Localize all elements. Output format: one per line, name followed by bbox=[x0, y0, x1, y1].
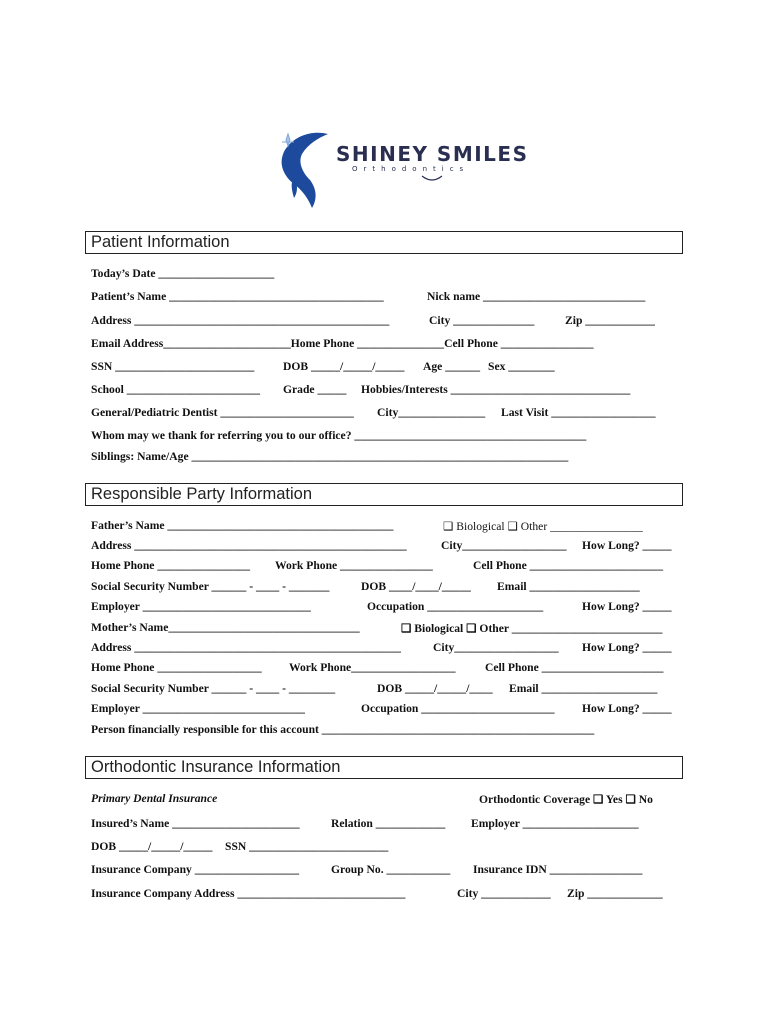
mother-ssn-field[interactable]: Social Security Number ______ - ____ - ________ bbox=[91, 682, 336, 695]
insurance-header bbox=[85, 756, 683, 779]
sex-field[interactable]: Sex ________ bbox=[488, 360, 555, 373]
mother-type-checkboxes[interactable]: ❑ Biological ❑ Other __________________________ bbox=[401, 622, 663, 635]
father-address-field[interactable]: Address _______________________________________________ bbox=[91, 539, 407, 552]
dentist-field[interactable]: General/Pediatric Dentist _______________________ bbox=[91, 406, 354, 419]
nick-name-field[interactable]: Nick name ____________________________ bbox=[427, 290, 646, 303]
mother-howlong2-field[interactable]: How Long? _____ bbox=[582, 702, 672, 715]
form-row-referral bbox=[91, 429, 681, 445]
mother-occupation-field[interactable]: Occupation _______________________ bbox=[361, 702, 555, 715]
father-name-field[interactable]: Father’s Name _______________________________________ bbox=[91, 519, 394, 532]
father-cell-phone-field[interactable]: Cell Phone _______________________ bbox=[473, 559, 664, 572]
form-row-father bbox=[91, 519, 681, 535]
father-howlong2-field[interactable]: How Long? _____ bbox=[582, 600, 672, 613]
form-row-siblings bbox=[91, 450, 681, 466]
form-row-email bbox=[91, 337, 681, 353]
mother-home-phone-field[interactable]: Home Phone __________________ bbox=[91, 661, 262, 674]
form-row-mother-ssn bbox=[91, 682, 681, 698]
form-row-insured bbox=[91, 817, 681, 833]
ssn-field[interactable]: SSN ________________________ bbox=[91, 360, 255, 373]
brand-tagline: Orthodontics bbox=[352, 165, 470, 173]
section-title: Orthodontic Insurance Information bbox=[91, 758, 341, 776]
father-email-field[interactable]: Email ___________________ bbox=[497, 580, 640, 593]
insurance-city-field[interactable]: City ____________ bbox=[457, 887, 551, 900]
todays-date-field[interactable]: Today’s Date ____________________ bbox=[91, 267, 275, 280]
form-row-father-employer bbox=[91, 600, 681, 616]
mother-dob-field[interactable]: DOB _____/_____/____ bbox=[377, 682, 493, 695]
form-row-father-ssn bbox=[91, 580, 681, 596]
mother-email-field[interactable]: Email ____________________ bbox=[509, 682, 658, 695]
responsible-party-header bbox=[85, 483, 683, 506]
last-visit-field[interactable]: Last Visit __________________ bbox=[501, 406, 656, 419]
insurance-zip-field[interactable]: Zip _____________ bbox=[567, 887, 663, 900]
city-field[interactable]: City ______________ bbox=[429, 314, 535, 327]
form-row-company bbox=[91, 863, 681, 879]
dob-field[interactable]: DOB _____/_____/_____ bbox=[283, 360, 405, 373]
insurance-idn-field[interactable]: Insurance IDN ________________ bbox=[473, 863, 643, 876]
form-row-dentist bbox=[91, 406, 681, 422]
ortho-coverage-checkboxes[interactable]: Orthodontic Coverage ❑ Yes ❑ No bbox=[479, 793, 653, 806]
mother-name-field[interactable]: Mother’s Name_________________________________ bbox=[91, 621, 360, 634]
form-row-date bbox=[91, 267, 681, 283]
zip-field[interactable]: Zip ____________ bbox=[565, 314, 655, 327]
mother-employer-field[interactable]: Employer ____________________________ bbox=[91, 702, 305, 715]
father-occupation-field[interactable]: Occupation ____________________ bbox=[367, 600, 544, 613]
primary-insurance-label: Primary Dental Insurance bbox=[91, 792, 218, 805]
patient-information-header bbox=[85, 231, 683, 254]
dentist-city-field[interactable]: City_______________ bbox=[377, 406, 486, 419]
form-row-mother-phone bbox=[91, 661, 681, 677]
form-row-name bbox=[91, 290, 681, 306]
insured-name-field[interactable]: Insured’s Name ______________________ bbox=[91, 817, 300, 830]
group-number-field[interactable]: Group No. ___________ bbox=[331, 863, 451, 876]
form-row-insured-dob bbox=[91, 840, 681, 856]
relation-field[interactable]: Relation ____________ bbox=[331, 817, 446, 830]
referral-field[interactable]: Whom may we thank for referring you to our office? ________________________________________ bbox=[91, 429, 587, 442]
form-row-mother bbox=[91, 621, 681, 637]
father-ssn-field[interactable]: Social Security Number ______ - ____ - _______ bbox=[91, 580, 330, 593]
form-row-mother-employer bbox=[91, 702, 681, 718]
smile-icon bbox=[420, 174, 444, 182]
father-dob-field[interactable]: DOB ____/____/_____ bbox=[361, 580, 471, 593]
form-row-primary bbox=[91, 792, 681, 808]
tooth-logo-icon bbox=[272, 128, 332, 212]
age-field[interactable]: Age ______ bbox=[423, 360, 480, 373]
brand-name: SHINEY SMILES bbox=[336, 142, 529, 166]
address-field[interactable]: Address ____________________________________________ bbox=[91, 314, 390, 327]
insurance-address-field[interactable]: Insurance Company Address _____________________________ bbox=[91, 887, 406, 900]
financially-responsible-field[interactable]: Person financially responsible for this account _______________________________________________ bbox=[91, 723, 595, 736]
form-row-address bbox=[91, 314, 681, 330]
grade-field[interactable]: Grade _____ bbox=[283, 383, 347, 396]
hobbies-field[interactable]: Hobbies/Interests _______________________________ bbox=[361, 383, 631, 396]
section-title: Responsible Party Information bbox=[91, 485, 313, 503]
mother-cell-phone-field[interactable]: Cell Phone _____________________ bbox=[485, 661, 664, 674]
school-field[interactable]: School _______________________ bbox=[91, 383, 261, 396]
form-row-school bbox=[91, 383, 681, 399]
mother-address-field[interactable]: Address ______________________________________________ bbox=[91, 641, 401, 654]
mother-work-phone-field[interactable]: Work Phone__________________ bbox=[289, 661, 456, 674]
father-type-checkboxes[interactable]: ❑ Biological ❑ Other ________________ bbox=[443, 520, 643, 533]
form-row-father-phone bbox=[91, 559, 681, 575]
insured-employer-field[interactable]: Employer ____________________ bbox=[471, 817, 639, 830]
father-city-field[interactable]: City__________________ bbox=[441, 539, 567, 552]
form-row-mother-address bbox=[91, 641, 681, 657]
section-title: Patient Information bbox=[91, 233, 230, 251]
insured-ssn-field[interactable]: SSN ________________________ bbox=[225, 840, 389, 853]
mother-howlong-field[interactable]: How Long? _____ bbox=[582, 641, 672, 654]
father-howlong-field[interactable]: How Long? _____ bbox=[582, 539, 672, 552]
form-row-company-address bbox=[91, 887, 681, 903]
form-row-father-address bbox=[91, 539, 681, 555]
practice-logo bbox=[272, 128, 529, 212]
siblings-field[interactable]: Siblings: Name/Age _________________________________________________________________ bbox=[91, 450, 569, 463]
father-home-phone-field[interactable]: Home Phone ________________ bbox=[91, 559, 251, 572]
patient-name-field[interactable]: Patient’s Name _____________________________________ bbox=[91, 290, 384, 303]
mother-city-field[interactable]: City__________________ bbox=[433, 641, 559, 654]
form-row-financial bbox=[91, 723, 681, 739]
insured-dob-field[interactable]: DOB _____/_____/_____ bbox=[91, 840, 213, 853]
insurance-company-field[interactable]: Insurance Company __________________ bbox=[91, 863, 300, 876]
form-row-ssn bbox=[91, 360, 681, 376]
email-phone-fields[interactable]: Email Address______________________Home Phone _______________Cell Phone ________________ bbox=[91, 337, 594, 350]
father-employer-field[interactable]: Employer _____________________________ bbox=[91, 600, 311, 613]
father-work-phone-field[interactable]: Work Phone ________________ bbox=[275, 559, 433, 572]
